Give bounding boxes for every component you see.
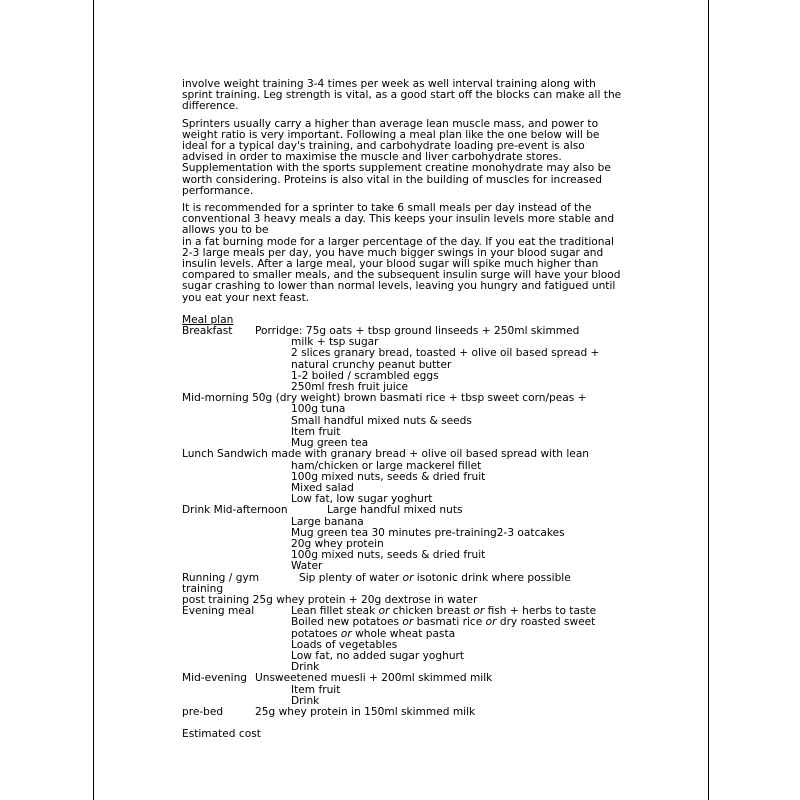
lunch-first-line: Lunch Sandwich made with granary bread + olive oil based spread with lean [182,448,590,461]
or-text: or [402,616,414,629]
breakfast-line: 250ml fresh fruit juice [291,381,409,394]
evening-meal-label: Evening meal [182,605,255,618]
mid-evening-line: Drink [291,694,320,707]
mid-afternoon-first-line: Large handful mixed nuts [327,504,463,517]
training-first-line [299,573,627,595]
paragraph-3 [182,203,627,304]
mid-evening-line: Item fruit [291,683,341,696]
mid-evening-first-line: Unsweetened muesli + 200ml skimmed milk [255,672,493,685]
training-label: Running / gym training [182,571,260,595]
mid-afternoon-line: Large banana [291,515,364,528]
mid-morning-line: Item fruit [291,425,341,438]
lunch-line: 100g mixed nuts, seeds & dried fruit [291,470,486,483]
mid-morning-line: Small handful mixed nuts & seeds [291,414,472,427]
mid-afternoon-line: Water [291,560,323,573]
meal-plan-title: Meal plan [182,313,234,326]
evening-text: Boiled new potatoes [291,616,403,629]
evening-line-3 [182,629,627,640]
or-text: or [378,605,390,618]
or-text: or [473,605,485,618]
breakfast-line: milk + tsp sugar [291,336,379,349]
mid-afternoon-line: 20g whey protein [291,537,384,550]
evening-text: chicken breast [389,605,474,618]
breakfast-first-line: Porridge: 75g oats + tbsp ground linseeds + 250ml skimmed [255,325,580,338]
mid-evening-row [182,673,627,684]
or-text: or [485,616,497,629]
mid-evening-label: Mid-evening [182,672,248,685]
mid-morning-first-line: Mid-morning 50g (dry weight) brown basmati rice + tbsp sweet corn/peas + [182,392,587,405]
evening-text: basmati rice [413,616,486,629]
estimated-cost: Estimated cost [182,728,261,741]
breakfast-label: Breakfast [182,325,233,338]
evening-text: dry roasted sweet [496,616,596,629]
evening-text: Lean fillet steak [291,605,379,618]
mid-afternoon-line: Mug green tea 30 minutes pre-training2-3 oatcakes [291,526,565,539]
evening-text: whole wheat pasta [351,627,456,640]
lunch-line: Low fat, low sugar yoghurt [291,493,433,506]
breakfast-line: 1-2 boiled / scrambled eggs [291,369,439,382]
mid-morning-line: 100g tuna [291,403,346,416]
document-body [182,79,627,740]
evening-line: Low fat, no added sugar yoghurt [291,649,465,662]
evening-line: Drink [291,661,320,674]
pre-bed-label: pre-bed [182,705,224,718]
mid-afternoon-label: Drink Mid-afternoon [182,504,288,517]
or-text: or [340,627,352,640]
or-text: or [402,571,414,584]
breakfast-line: natural crunchy peanut butter [291,358,452,371]
evening-text: potatoes [291,627,341,640]
evening-line: Loads of vegetables [291,638,398,651]
pre-bed-row [182,707,627,718]
breakfast-line: 2 slices granary bread, toasted + olive oil based spread + [291,347,600,360]
mid-afternoon-line: 100g mixed nuts, seeds & dried fruit [291,549,486,562]
training-row [182,573,627,595]
lunch-line: Mixed salad [291,481,354,494]
meal-plan [182,315,627,741]
post-training-line: post training 25g whey protein + 20g dextrose in water [182,593,478,606]
mid-afternoon-row [182,505,627,516]
evening-text: fish + herbs to taste [484,605,597,618]
lunch-line: ham/chicken or large mackerel fillet [291,459,482,472]
training-text: Sip plenty of water [299,571,403,584]
pre-bed-text: 25g whey protein in 150ml skimmed milk [255,705,476,718]
training-text: isotonic drink where possible [413,571,571,584]
paragraph-2: Sprinters usually carry a higher than average lean muscle mass, and power to weight ratio is very important. Following a meal plan like the one below will be ideal for a typical day's training, and carbohydrate loading pre-event is also advised in order to maximise the muscle and liver carbohydrate stores. Supplementation with the sports supplement creatine monohydrate may also be worth considering. Proteins is also vital in the building of muscles for increased performance. [182,117,611,197]
breakfast-row [182,326,627,337]
paragraph-3a: It is recommended for a sprinter to take 6 small meals per day instead of the conventional 3 heavy meals a day. This keeps your insulin levels more stable and allows you to be [182,202,615,237]
paragraph-1: involve weight training 3-4 times per week as well interval training along with sprint training. Leg strength is vital, as a good start off the blocks can make all the difference. [182,78,622,113]
paragraph-3b: in a fat burning mode for a larger percentage of the day. If you eat the traditional 2-3 large meals per day, you have much bigger swings in your blood sugar and insulin levels. After a large meal, your blood sugar will spike much higher than compared to smaller meals, and the subsequent insulin surge will have your blood sugar crashing to lower than normal levels, leaving you hungry and fatigued until you eat your next feast. [182,235,621,304]
mid-morning-line: Mug green tea [291,437,369,450]
